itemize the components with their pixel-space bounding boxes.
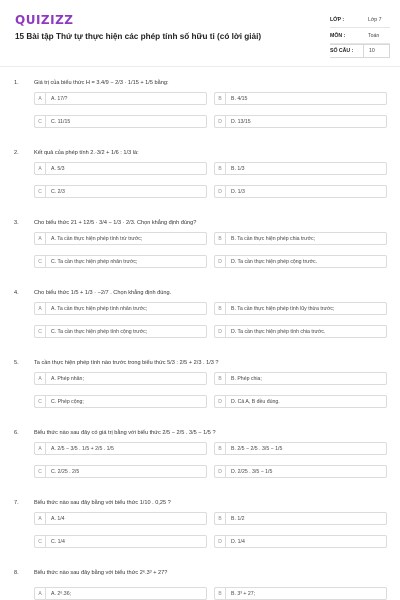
option-d[interactable] — [214, 535, 387, 548]
question-4 — [0, 290, 400, 350]
question-text: Giá trị của biểu thức H = 3.4/9 − 2/3 · 1/15 + 1/5 bằng: — [34, 80, 169, 86]
option-text: D. 1/4 — [231, 538, 245, 545]
option-letter: B — [215, 513, 226, 524]
option-b[interactable] — [214, 302, 387, 315]
option-text: D. Ta cần thực hiện phép cộng trước. — [231, 258, 318, 265]
option-a[interactable] — [34, 372, 207, 385]
option-letter: C — [35, 396, 46, 407]
option-a[interactable] — [34, 442, 207, 455]
meta-value: 10 — [363, 44, 375, 58]
question-number: 8. — [14, 570, 19, 576]
option-letter: A — [35, 303, 46, 314]
option-a[interactable] — [34, 232, 207, 245]
option-d[interactable] — [214, 325, 387, 338]
option-d[interactable] — [214, 395, 387, 408]
option-c[interactable] — [34, 395, 207, 408]
question-number: 1. — [14, 80, 19, 86]
question-number: 4. — [14, 290, 19, 296]
option-letter: D — [215, 116, 226, 127]
option-letter: A — [35, 588, 46, 599]
option-text: A. Ta cần thực hiện phép tính nhân trước; — [51, 305, 148, 312]
option-letter: D — [215, 536, 226, 547]
question-7 — [0, 500, 400, 560]
question-3 — [0, 220, 400, 280]
question-text: Biểu thức nào sau đây có giá trị bằng với biểu thức 2/5 − 2/5 . 3/5 − 1/5 ? — [34, 430, 216, 436]
option-letter: A — [35, 513, 46, 524]
option-b[interactable] — [214, 92, 387, 105]
option-text: A. 17/? — [51, 95, 68, 102]
option-c[interactable] — [34, 115, 207, 128]
question-text: Cho biểu thức 1/5 + 1/3 · −2/7 . Chọn khẳng định đúng. — [34, 290, 172, 296]
option-letter: A — [35, 233, 46, 244]
option-d[interactable] — [214, 465, 387, 478]
question-text: Biểu thức nào sau đây bằng với biểu thức 2⁶.3³ + 27? — [34, 570, 168, 576]
option-a[interactable] — [34, 587, 207, 600]
meta-key: SỐ CÂU : — [330, 48, 354, 54]
option-text: B. Phép chia; — [231, 375, 262, 382]
option-letter: C — [35, 536, 46, 547]
option-c[interactable] — [34, 325, 207, 338]
meta-value: Toán — [368, 32, 380, 39]
option-text: C. Phép cộng; — [51, 398, 84, 405]
option-text: B. 1/2 — [231, 515, 245, 522]
option-b[interactable] — [214, 512, 387, 525]
option-letter: C — [35, 186, 46, 197]
question-number: 6. — [14, 430, 19, 436]
option-letter: B — [215, 373, 226, 384]
option-c[interactable] — [34, 465, 207, 478]
option-letter: A — [35, 93, 46, 104]
question-text: Ta cần thực hiện phép tính nào trước trong biểu thức 5/3 : 2/5 + 2/3 . 1/3 ? — [34, 360, 219, 366]
option-a[interactable] — [34, 162, 207, 175]
option-letter: B — [215, 303, 226, 314]
meta-key: MÔN : — [330, 32, 346, 39]
option-text: C. 2/25 . 2/5 — [51, 468, 80, 475]
meta-value: Lớp 7 — [368, 16, 382, 23]
option-letter: C — [35, 256, 46, 267]
question-text: Kết quả của phép tính 2.·3/2 + 1/6 : 1/3 là: — [34, 150, 139, 156]
option-letter: C — [35, 116, 46, 127]
question-text: Cho biểu thức 21 + 12/5 · 3/4 − 1/3 · 2/3. Chọn khẳng định đúng? — [34, 220, 197, 226]
option-text: A. Phép nhân; — [51, 375, 84, 382]
option-d[interactable] — [214, 115, 387, 128]
option-text: A. 5/3 — [51, 165, 65, 172]
option-letter: A — [35, 163, 46, 174]
question-number: 7. — [14, 500, 19, 506]
option-text: D. Cả A, B đều đúng. — [231, 398, 280, 405]
option-text: B. 2/5 − 2/5 . 3/5 − 1/5 — [231, 445, 283, 452]
option-letter: B — [215, 443, 226, 454]
question-5 — [0, 360, 400, 420]
option-letter: A — [35, 373, 46, 384]
option-b[interactable] — [214, 162, 387, 175]
option-a[interactable] — [34, 92, 207, 105]
option-letter: B — [215, 163, 226, 174]
question-text: Biểu thức nào sau đây bằng với biểu thức 1/10 . 0,25 ? — [34, 500, 171, 506]
option-text: A. 1/4 — [51, 515, 65, 522]
option-text: A. Ta cần thực hiện phép tính trừ trước; — [51, 235, 143, 242]
option-text: D. 1/3 — [231, 188, 245, 195]
option-d[interactable] — [214, 185, 387, 198]
option-text: B. 3³ + 27; — [231, 590, 256, 597]
option-a[interactable] — [34, 512, 207, 525]
page-title: 15 Bài tập Thứ tự thực hiện các phép tính số hữu tỉ (có lời giải) — [15, 32, 262, 41]
question-2 — [0, 150, 400, 210]
question-number: 2. — [14, 150, 19, 156]
option-letter: A — [35, 443, 46, 454]
option-letter: B — [215, 233, 226, 244]
question-8 — [0, 570, 400, 600]
option-letter: D — [215, 466, 226, 477]
option-b[interactable] — [214, 372, 387, 385]
option-text: D. 13/15 — [231, 118, 251, 125]
option-d[interactable] — [214, 255, 387, 268]
option-text: B. 4/15 — [231, 95, 248, 102]
option-letter: C — [35, 326, 46, 337]
question-number: 3. — [14, 220, 19, 226]
option-text: A. 2⁶.36; — [51, 590, 72, 597]
question-1 — [0, 80, 400, 140]
option-letter: D — [215, 186, 226, 197]
option-text: B. 1/3 — [231, 165, 245, 172]
option-c[interactable] — [34, 535, 207, 548]
option-text: C. 1/4 — [51, 538, 65, 545]
option-text: C. Ta cần thực hiện phép nhân trước; — [51, 258, 138, 265]
option-letter: D — [215, 256, 226, 267]
option-c[interactable] — [34, 255, 207, 268]
option-text: D. 2/25 . 3/5 − 1/5 — [231, 468, 273, 475]
option-text: C. Ta cần thực hiện phép tính cộng trước; — [51, 328, 148, 335]
option-text: D. Ta cần thực hiện phép tính chia trước. — [231, 328, 326, 335]
option-letter: B — [215, 588, 226, 599]
quizizz-logo: QUIZIZZ — [15, 13, 74, 27]
option-letter: D — [215, 396, 226, 407]
option-b[interactable] — [214, 442, 387, 455]
option-text: B. Ta cần thực hiện phép tính lũy thừa trước; — [231, 305, 335, 312]
option-a[interactable] — [34, 302, 207, 315]
question-number: 5. — [14, 360, 19, 366]
question-6 — [0, 430, 400, 490]
option-c[interactable] — [34, 185, 207, 198]
option-b[interactable] — [214, 587, 387, 600]
option-text: B. Ta cần thực hiện phép chia trước; — [231, 235, 316, 242]
option-b[interactable] — [214, 232, 387, 245]
option-text: C. 2/3 — [51, 188, 65, 195]
option-letter: C — [35, 466, 46, 477]
option-letter: B — [215, 93, 226, 104]
option-text: A. 2/5 − 3/5 . 1/5 + 2/5 . 1/5 — [51, 445, 114, 452]
option-text: C. 11/15 — [51, 118, 71, 125]
option-letter: D — [215, 326, 226, 337]
meta-key: LỚP : — [330, 16, 345, 23]
